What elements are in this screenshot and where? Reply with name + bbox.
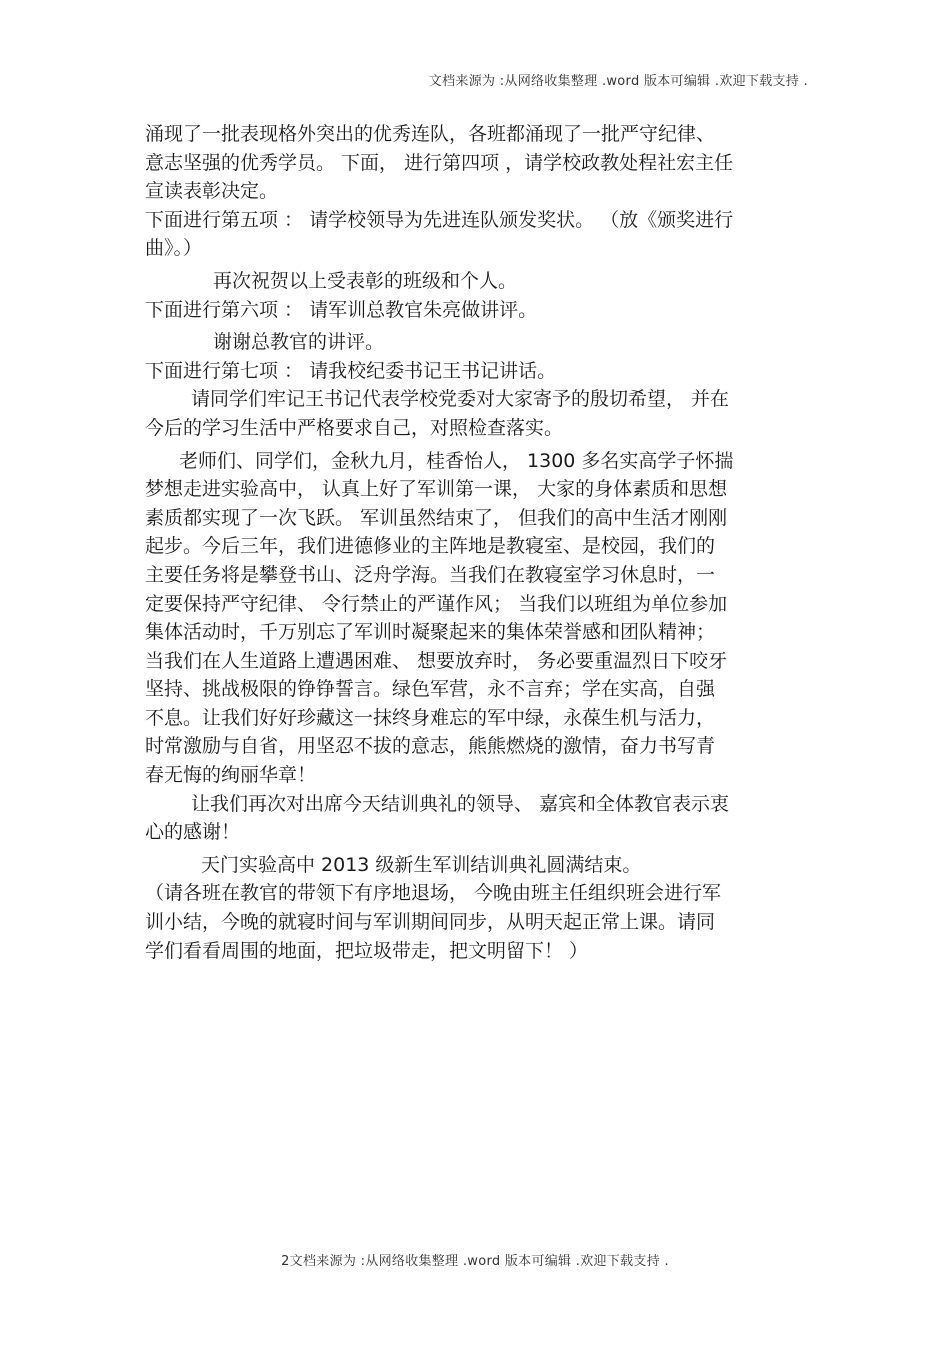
paragraph-line: 不息。让我们好好珍藏这一抹终身难忘的军中绿，永葆生机与活力， [145,706,716,729]
page-footer: 2文档来源为 :从网络收集整理 .word 版本可编辑 .欢迎下载支持 . [281,1254,669,1269]
paragraph-line: 请同学们牢记王书记代表学校党委对大家寄予的殷切希望， 并在 [191,388,730,411]
paragraph-line: 学们看看周围的地面，把垃圾带走，把文明留下！ ） [145,939,589,962]
paragraph-line: 时常激励与自省，用坚忍不拔的意志，熊熊燃烧的激情，奋力书写青 [145,735,716,758]
paragraph-line: 涌现了一批表现格外突出的优秀连队，各班都涌现了一批严守纪律、 [145,123,716,145]
paragraph-line: 下面进行第六项 ： 请军训总教官朱亮做讲评。 [145,298,538,321]
paragraph-line: 定要保持严守纪律、 令行禁止的严谨作风； 当我们以班组为单位参加 [145,592,728,615]
paragraph-line: 天门实验高中 2013 级新生军训结训典礼圆满结束。 [201,853,642,876]
paragraph-line: 训小结，今晚的就寝时间与军训期间同步，从明天起正常上课。请同 [145,911,716,934]
page-header: 文档来源为 :从网络收集整理 .word 版本可编辑 .欢迎下载支持 . [428,74,808,89]
paragraph-line: 当我们在人生道路上遭遇困难、 想要放弃时， 务必要重温烈日下咬牙 [145,649,728,672]
paragraph-line: 梦想走进实验高中， 认真上好了军训第一课， 大家的身体素质和思想 [145,478,728,501]
paragraph-line: 谢谢总教官的讲评。 [213,331,385,354]
paragraph-line: 起步。今后三年，我们进德修业的主阵地是教寝室、是校园，我们的 [145,535,716,558]
paragraph-line: 意志坚强的优秀学员。 下面， 进行第四项 ，请学校政教处程社宏主任 [145,151,734,174]
paragraph-line: 今后的学习生活中严格要求自己，对照检查落实。 [145,416,564,439]
paragraph-line: 下面进行第五项 ： 请学校领导为先进连队颁发奖状。 （放《颁奖进行 [145,208,734,231]
paragraph-line: 曲》。） [145,237,203,260]
paragraph-line: 再次祝贺以上受表彰的班级和个人。 [213,269,518,292]
paragraph-line: 让我们再次对出席今天结训典礼的领导、 嘉宾和全体教官表示衷 [191,792,730,815]
paragraph-line: 心的感谢！ [145,821,241,844]
paragraph-line: 春无悔的绚丽华章！ [145,764,317,787]
paragraph-line: 老师们、同学们，金秋九月，桂香怡人， 1300 多名实高学子怀揣 [179,449,734,472]
paragraph-line: 主要任务将是攀登书山、泛舟学海。当我们在教寝室学习休息时，一 [145,563,716,586]
paragraph-line: （请各班在教官的带领下有序地退场， 今晚由班主任组织班会进行军 [145,882,722,905]
paragraph-line: 下面进行第七项 ： 请我校纪委书记王书记讲话。 [145,359,557,382]
document-body [145,120,810,965]
paragraph-line: 坚持、挑战极限的铮铮誓言。绿色军营，永不言弃；学在实高，自强 [145,678,716,701]
paragraph-line: 素质都实现了一次飞跃。 军训虽然结束了， 但我们的高中生活才刚刚 [145,506,728,529]
paragraph-line: 宣读表彰决定。 [145,180,279,203]
paragraph-line: 集体活动时，千万别忘了军训时凝聚起来的集体荣誉感和团队精神； [145,621,716,644]
